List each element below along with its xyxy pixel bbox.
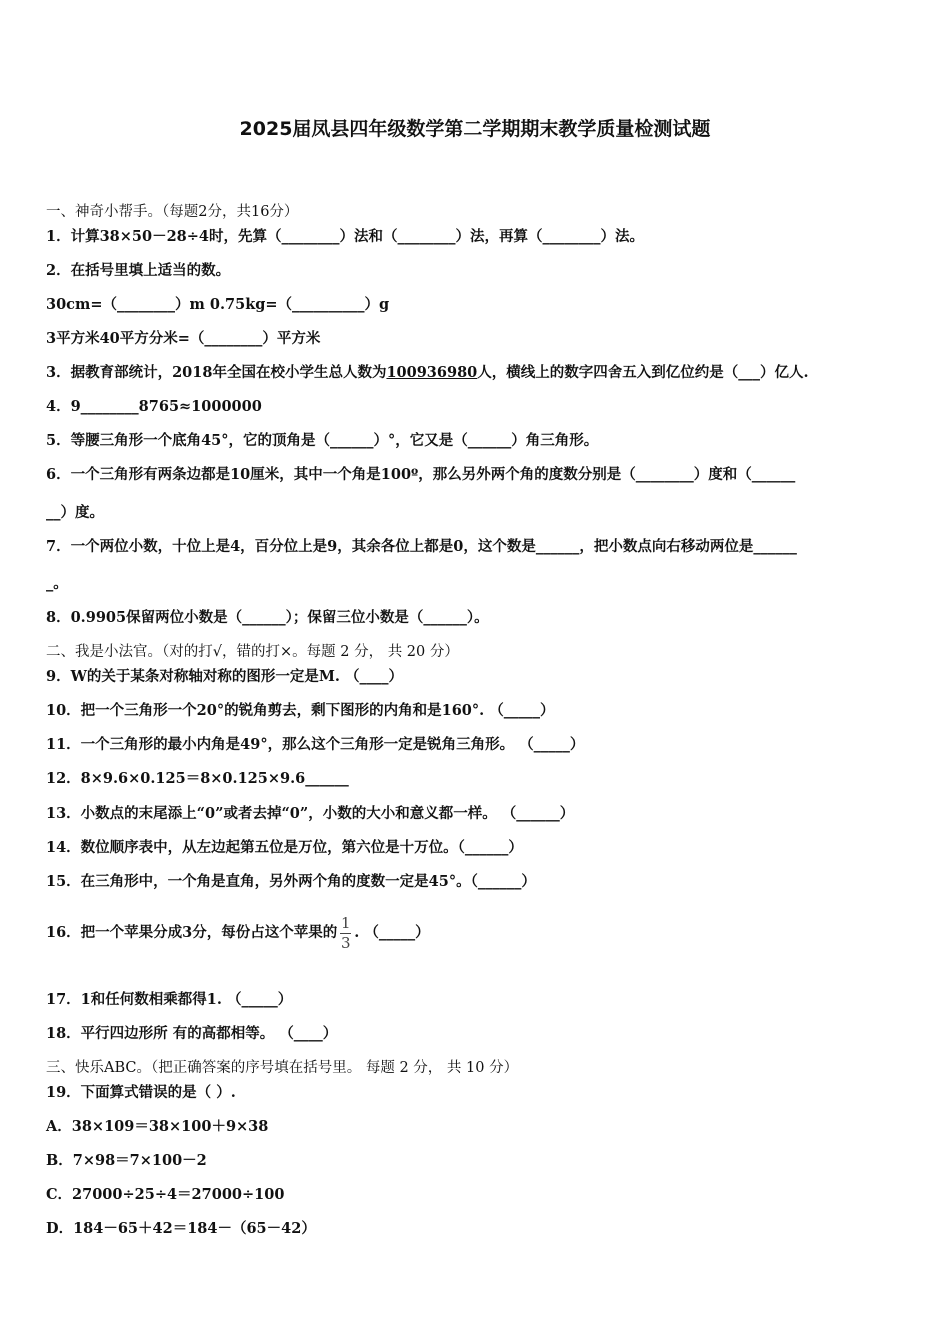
fraction-one-third xyxy=(340,915,351,952)
question-19: 19．下面算式错误的是（ ）. xyxy=(46,1084,236,1101)
fraction-denominator: 3 xyxy=(341,933,351,952)
question-12: 12．8×9.6×0.125＝8×0.125×9.6______ xyxy=(46,770,349,787)
question-1: 1．计算38×50－28÷4时，先算（________）法和（________）法，再算（________）法。 xyxy=(46,228,645,245)
question-2-intro: 2．在括号里填上适当的数。 xyxy=(46,262,231,279)
option-d: D．184－65＋42＝184－（65－42） xyxy=(46,1220,316,1237)
question-4: 4．9________8765≈1000000 xyxy=(46,398,262,415)
question-3-number: 100936980 xyxy=(386,364,478,381)
question-7-line-2: _。 xyxy=(46,575,68,592)
option-b: B．7×98＝7×100－2 xyxy=(46,1152,207,1169)
question-2-line-1: 30cm=（________）m 0.75kg=（__________）g xyxy=(46,296,390,313)
question-3 xyxy=(46,363,809,383)
question-3-prefix: 3．据教育部统计，2018年全国在校小学生总人数为 xyxy=(46,364,387,381)
question-6-line-2: __）度。 xyxy=(46,504,104,521)
question-16-suffix: . （_____） xyxy=(354,924,430,941)
section-heading-2: 二、我是小法官。（对的打√，错的打×。每题 2 分， 共 20 分） xyxy=(46,644,459,660)
question-14: 14．数位顺序表中，从左边起第五位是万位，第六位是十万位。（______） xyxy=(46,839,523,856)
question-2-line-2: 3平方米40平方分米=（________）平方米 xyxy=(46,330,321,347)
page-title: 2025届凤县四年级数学第二学期期末教学质量检测试题 xyxy=(239,118,711,140)
section-heading-1: 一、神奇小帮手。（每题2分，共16分） xyxy=(46,204,299,220)
question-11: 11．一个三角形的最小内角是49°，那么这个三角形一定是锐角三角形。 （_____） xyxy=(46,736,585,753)
fraction-numerator: 1 xyxy=(341,913,351,932)
question-6-line-1: 6．一个三角形有两条边都是10厘米，其中一个角是100º，那么另外两个角的度数分别是（________）度和（______ xyxy=(46,466,796,483)
question-15: 15．在三角形中，一个角是直角，另外两个角的度数一定是45°。（______） xyxy=(46,873,536,890)
question-7-line-1: 7．一个两位小数，十位上是4，百分位上是9，其余各位上都是0，这个数是______，把小数点向右移动两位是______ xyxy=(46,538,797,555)
question-8: 8．0.9905保留两位小数是（______）；保留三位小数是（______）。 xyxy=(46,609,489,626)
question-3-suffix: 人，横线上的数字四舍五入到亿位约是（___）亿人. xyxy=(477,364,809,381)
question-5: 5．等腰三角形一个底角45°，它的顶角是（______）°，它又是（______）角三角形。 xyxy=(46,432,599,449)
question-9: 9．W的关于某条对称轴对称的图形一定是M. （____） xyxy=(46,668,404,685)
question-17: 17．1和任何数相乘都得1. （_____） xyxy=(46,991,293,1008)
question-13: 13．小数点的末尾添上“0”或者去掉“0”，小数的大小和意义都一样。 （______） xyxy=(46,805,575,822)
question-18: 18．平行四边形所 有的高都相等。 （____） xyxy=(46,1025,338,1042)
question-16 xyxy=(46,906,430,960)
question-16-prefix: 16．把一个苹果分成3分，每份占这个苹果的 xyxy=(46,924,338,941)
option-c: C．27000÷25÷4＝27000÷100 xyxy=(46,1186,285,1203)
option-a: A．38×109＝38×100＋9×38 xyxy=(46,1118,269,1135)
section-heading-3: 三、快乐ABC。（把正确答案的序号填在括号里。 每题 2 分， 共 10 分） xyxy=(46,1060,519,1076)
question-10: 10．把一个三角形一个20°的锐角剪去，剩下图形的内角和是160°. （_____） xyxy=(46,702,555,719)
